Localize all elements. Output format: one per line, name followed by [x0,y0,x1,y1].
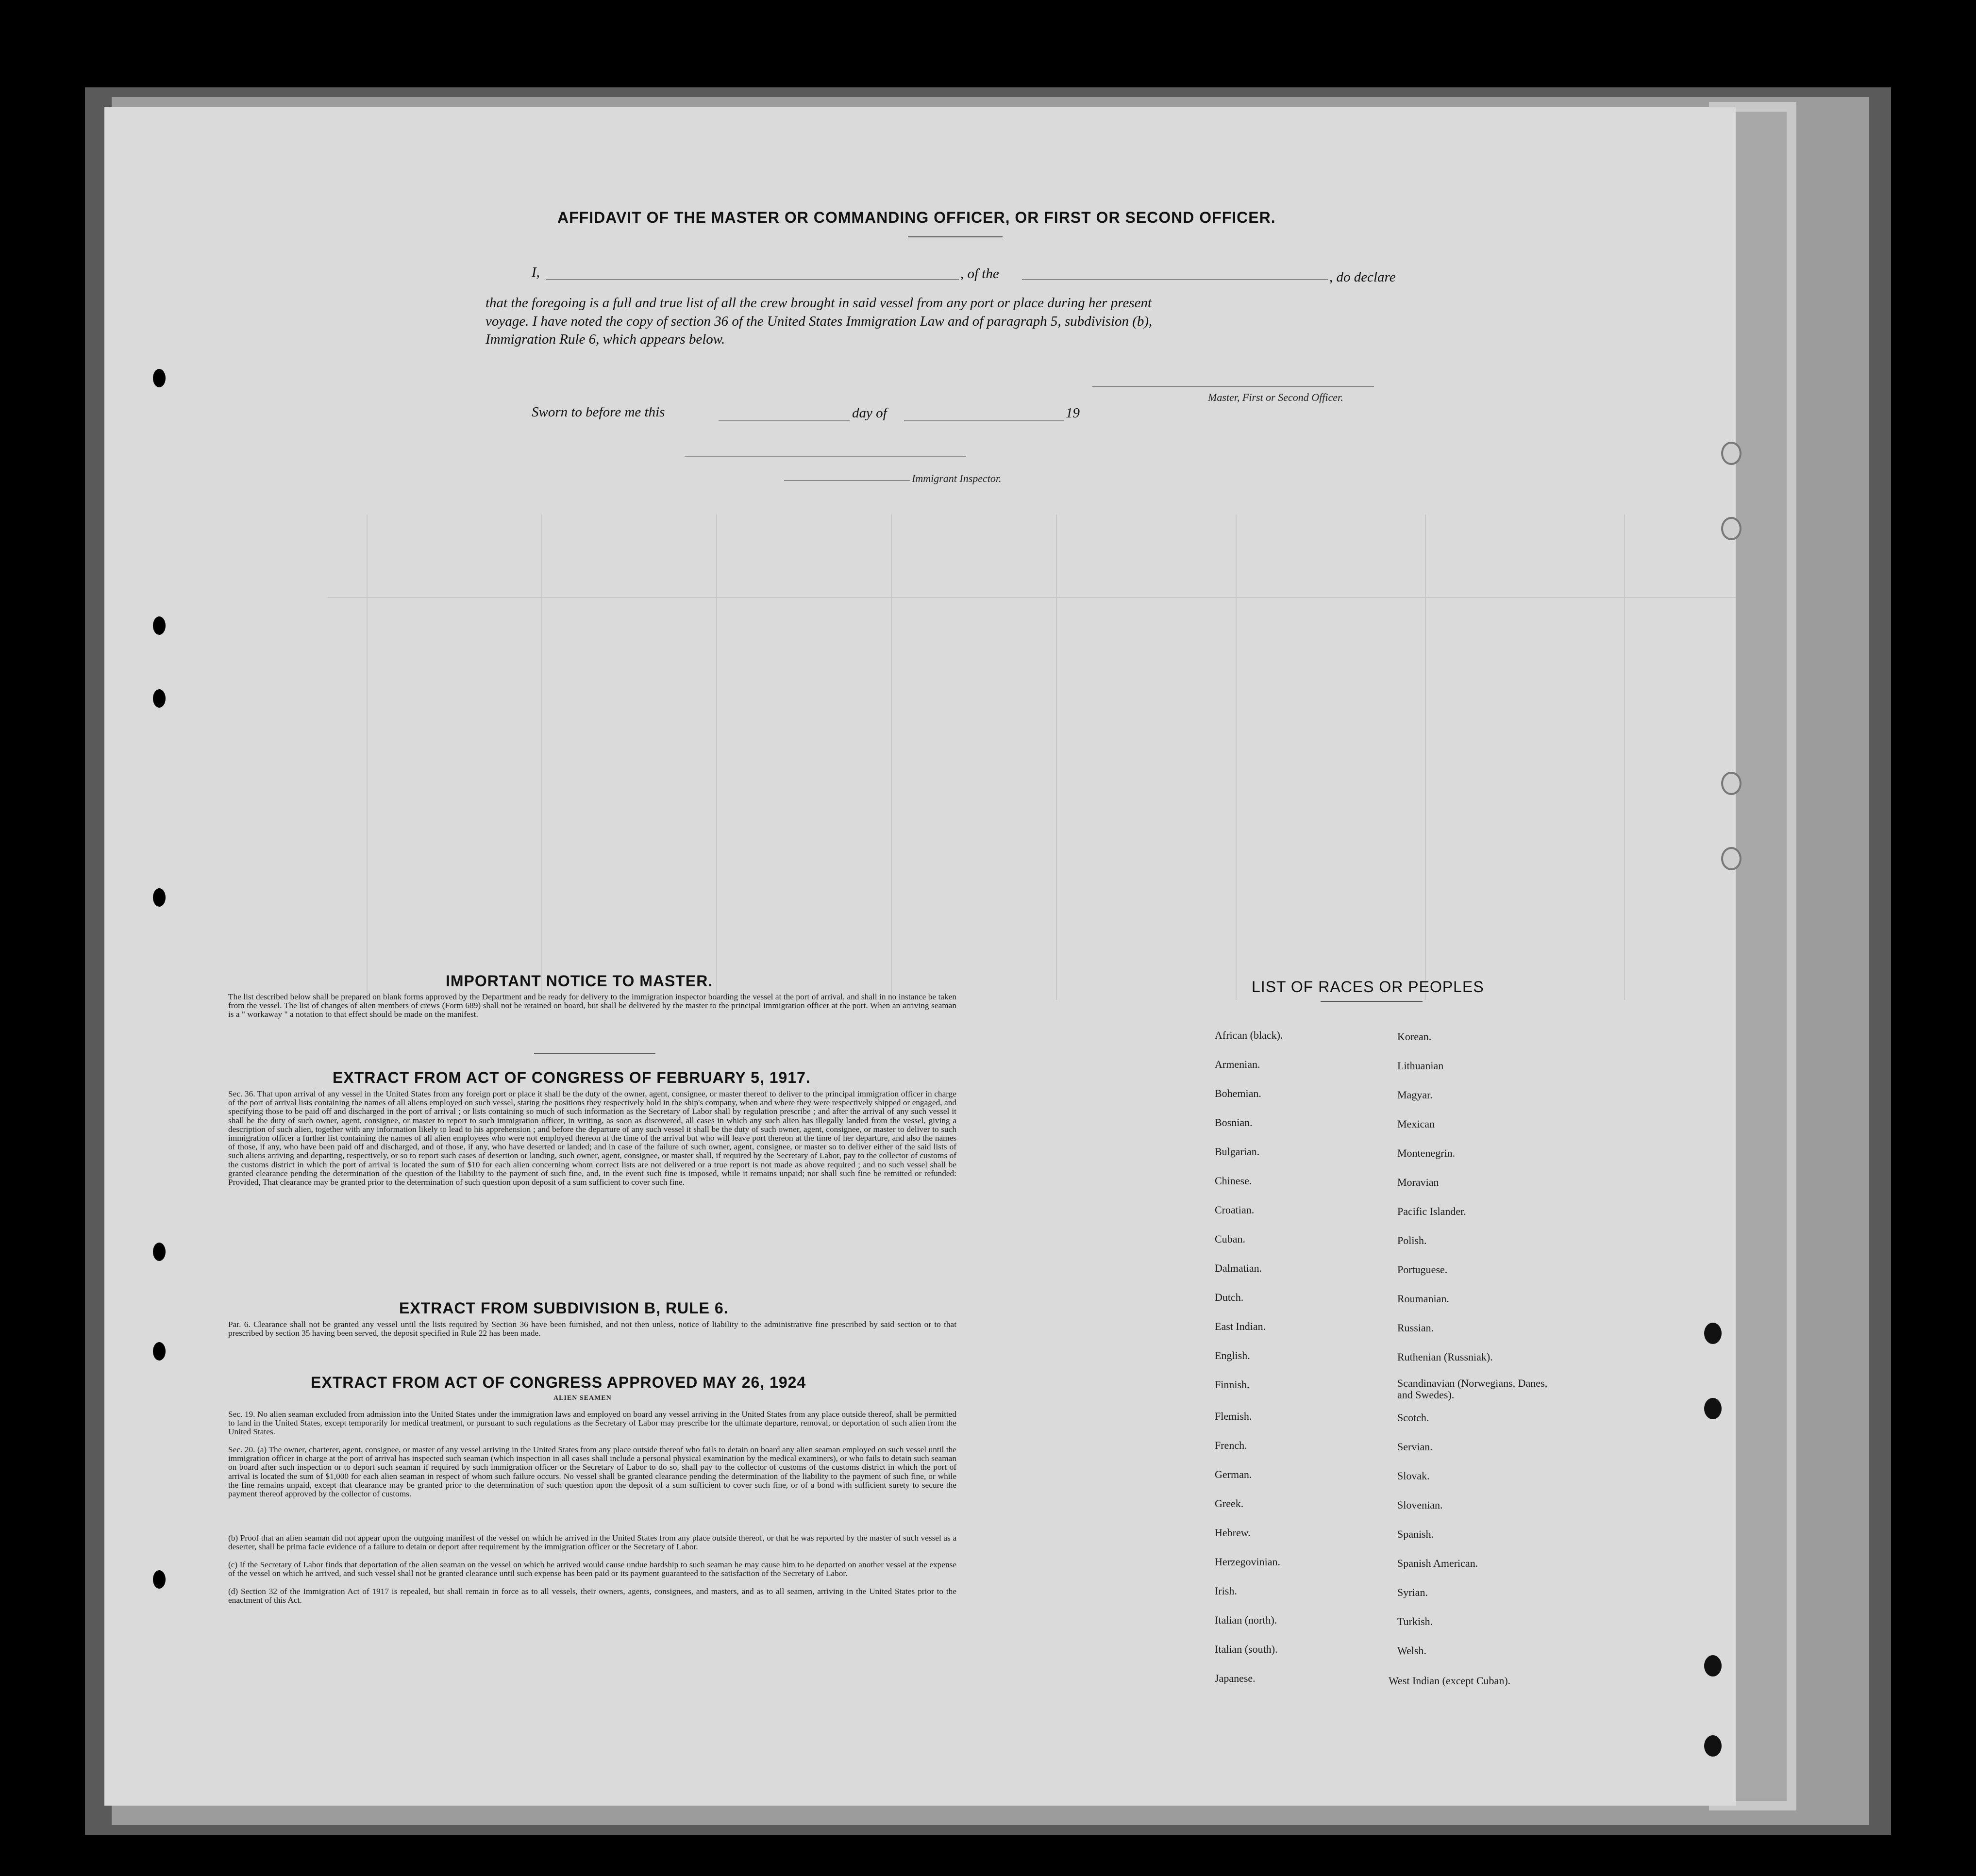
bleed-through-line [891,515,892,1000]
race-left-item: Bohemian. [1215,1087,1261,1099]
bleed-through-line [1624,515,1625,1000]
extract-1917-body: Sec. 36. That upon arrival of any vessel in the United States from any foreign port or place it shall be the duty of the owner, agent, consignee, or master thereof to deliver to the principal immigration officer in charge of the port of arrival lists containing the names of all aliens employed on such vessel, stating the positions they respectively hold in the ship's company, when and where they were respectively shipped or engaged, and specifying those to be paid off and discharged in the port of arrival ; or lists containing so much of such information as the Secretary of Labor shall by regulation prescribe ; and after the arrival of any such vessel it shall be the duty of such owner, agent, consignee, or master to report to such immigration officer, in writing, as soon as discovered, all cases in which any such alien has illegally landed from the vessel, giving a description of such alien, together with any information likely to lead to his apprehension ; and before the departure of any such vessel it shall be the duty of such owner, agent, consignee, or master to deliver to such immigration officer a further list containing the names of all alien employees who were not employed thereon at the time of the arrival but who will leave port thereon at the time of her departure, and also the names of those, if any, who have been paid off and discharged, and of those, if any, who have deserted or landed; and in case of the failure of such owner, agent, consignee, or master so to deliver either of the said lists of such aliens arriving and departing, respectively, or so to report such cases of desertion or landing, such owner, agent, consignee, or master shall, if required by the Secretary of Labor, pay to the collector of customs of the customs district in which the port of arrival is located the sum of $10 for each alien concerning whom correct lists are not delivered or a true report is not made as above required ; and no such vessel shall be granted clearance pending the determination of the question of the liability to the payment of such fine, and, in the event such fine is imposed, while it remains unpaid; nor shall such fine be remitted or refunded: Provided, That clearance may be granted prior to the determination of such question upon deposit of a sum sufficient to cover such fine. [228,1089,956,1187]
extract-1917-title: EXTRACT FROM ACT OF CONGRESS OF FEBRUARY 5, 1917. [333,1069,811,1086]
race-left-item: Italian (north). [1215,1614,1277,1626]
races-title: LIST OF RACES OR PEOPLES [1252,978,1484,996]
affidavit-line-3: voyage. I have noted the copy of section 36 of the United States Immigration Law and of paragraph 5, subdivision (b), [486,314,1153,329]
race-left-item: Flemish. [1215,1410,1252,1422]
vessel-blank-line[interactable] [1022,279,1328,280]
race-right-item: Mexican [1397,1118,1435,1130]
punch-hole [1704,1398,1722,1419]
race-left-item: Herzegovinian. [1215,1556,1280,1568]
day-of-text: day of [852,405,887,421]
race-left-item: Hebrew. [1215,1527,1251,1539]
race-left-item: Irish. [1215,1585,1237,1597]
extract-1924-sec20c: (c) If the Secretary of Labor finds that deportation of the alien seaman on the vessel on which he arrived would cause undue hardship to such seaman he may cause him to be deported on another vessel at the expense of the vessel on which he arrived, and such vessel shall not be granted clearance until such expense has been paid or its payment guaranteed to the satisfaction of the Secretary of Labor. [228,1560,956,1578]
race-left-item: Greek. [1215,1497,1244,1510]
race-left-item: African (black). [1215,1029,1283,1041]
sworn-text: Sworn to before me this [532,404,665,420]
punch-hole [1721,772,1742,795]
affidavit-line-4: Immigration Rule 6, which appears below. [486,332,725,347]
race-right-item: Pacific Islander. [1397,1205,1466,1217]
affidavit-line-2: that the foregoing is a full and true list of all the crew brought in said vessel from any port or place during her present [486,295,1152,311]
race-right-item: Montenegrin. [1397,1147,1456,1159]
race-left-item: Japanese. [1215,1672,1256,1684]
punch-hole [153,689,166,708]
notice-body: The list described below shall be prepared on blank forms approved by the Department and be ready for delivery to the immigration inspector boarding the vessel at the port of arrival, and shall in no instance be taken from the vessel. The list of changes of alien members of crews (Form 689) shall not be retained on board, but shall be delivered by the master to the principal immigration officer at the port. When an arriving seaman is a " workaway " a notation to that effect should be made on the manifest. [228,992,956,1019]
punch-hole [1721,517,1742,540]
name-blank-line[interactable] [546,279,959,280]
race-right-item: Turkish. [1397,1615,1433,1627]
race-left-item: Armenian. [1215,1058,1260,1070]
punch-hole [1704,1323,1722,1344]
punch-hole [153,369,166,387]
extract-1924-title: EXTRACT FROM ACT OF CONGRESS APPROVED MAY 26, 1924 [311,1374,806,1391]
month-blank-line[interactable] [904,420,1064,421]
affidavit-title: AFFIDAVIT OF THE MASTER OR COMMANDING OFFICER, OR FIRST OR SECOND OFFICER. [557,209,1276,226]
race-right-item: Slovak. [1397,1470,1430,1482]
race-left-item: Bosnian. [1215,1116,1253,1129]
bleed-through-line [716,515,717,1000]
race-right-item: Scandinavian (Norwegians, Danes, and Swedes). [1397,1377,1548,1401]
race-left-item: Chinese. [1215,1175,1252,1187]
punch-hole [1704,1655,1722,1677]
bleed-through-line [1236,515,1237,1000]
race-left-item: Finnish. [1215,1378,1250,1391]
affidavit-of-the: , of the [960,266,999,282]
punch-hole [153,888,166,907]
affidavit-do-declare: , do declare [1329,269,1396,285]
affidavit-i: I, [532,265,540,280]
race-left-item: Italian (south). [1215,1643,1278,1655]
day-blank-line[interactable] [719,420,850,421]
race-right-item: West Indian (except Cuban). [1389,1675,1511,1687]
race-left-item: Dutch. [1215,1291,1244,1303]
extract-1924-sec20d: (d) Section 32 of the Immigration Act of 1917 is repealed, but shall remain in force as to all vessels, their owners, agents, consignees, and masters, and as to all seamen, arriving in the United States prior to the enactment of this Act. [228,1587,956,1605]
extract-1924-sec20a: Sec. 20. (a) The owner, charterer, agent, consignee, or master of any vessel arriving in the United States from any place outside thereof who fails to detain on board any alien seaman employed on such vessel until the immigration officer in charge at the port of arrival has inspected such seaman (which inspection in all cases shall include a personal physical examination by the medical examiners), or who fails to detain such seaman on board after such inspection or to deport such seaman if required by such immigration officer or the Secretary of Labor to do so, shall pay to the collector of customs of the customs district in which the port of arrival is located the sum of $1,000 for each alien seaman in respect of whom such failure occurs. No vessel shall be granted clearance pending the determination of the liability to the payment of such fine, or while the fine remains unpaid, except that clearance may be granted prior to the determination of such question upon the deposit of a sum sufficient to cover such fine, or of a bond with sufficient surety to secure the payment thereof approved by the collector of customs. [228,1445,956,1499]
bleed-through-line [328,597,1736,598]
punch-hole [153,1243,166,1261]
signature-line[interactable] [1092,386,1374,387]
punch-hole [1704,1735,1722,1757]
master-caption: Master, First or Second Officer. [1208,391,1343,403]
punch-hole [1721,847,1742,870]
race-left-item: English. [1215,1349,1250,1361]
race-right-item: Slovenian. [1397,1499,1443,1511]
punch-hole [153,1570,166,1589]
year-prefix: 19 [1066,405,1080,421]
notice-title: IMPORTANT NOTICE TO MASTER. [446,972,713,990]
race-right-item: Portuguese. [1397,1263,1448,1276]
race-right-item: Magyar. [1397,1089,1433,1101]
race-right-item: Syrian. [1397,1586,1428,1598]
bleed-through-line [367,515,368,1000]
race-right-item: Spanish. [1397,1528,1434,1540]
race-right-item: Servian. [1397,1441,1433,1453]
race-left-item: Croatian. [1215,1204,1255,1216]
race-right-item: Roumanian. [1397,1293,1449,1305]
race-left-item: Cuban. [1215,1233,1245,1245]
punch-hole [153,1342,166,1361]
bleed-through-line [1425,515,1426,1000]
race-right-item: Russian. [1397,1322,1434,1334]
punch-hole [153,616,166,635]
race-right-item: Korean. [1397,1030,1432,1043]
extract-rule6-title: EXTRACT FROM SUBDIVISION B, RULE 6. [399,1299,729,1317]
race-right-item: Ruthenian (Russniak). [1397,1351,1493,1363]
extract-1924-sec19: Sec. 19. No alien seaman excluded from admission into the United States under the immigration laws and employed on board any vessel arriving in the United States from any place outside thereof, shall be permitted to land in the United States, except temporarily for medical treatment, or pursuant to such regulations as the Secretary of Labor may prescribe for the ultimate departure, removal, or deportation of such alien from the United States. [228,1410,956,1437]
bleed-through-line [541,515,542,1000]
race-left-item: Dalmatian. [1215,1262,1262,1274]
race-right-item: Welsh. [1397,1644,1426,1657]
race-right-item: Moravian [1397,1176,1439,1188]
race-right-item: Polish. [1397,1234,1427,1246]
race-left-item: Bulgarian. [1215,1146,1260,1158]
divider [534,1053,655,1054]
race-right-item: Scotch. [1397,1411,1429,1424]
punch-hole [1721,442,1742,465]
inspector-caption: Immigrant Inspector. [912,472,1002,484]
divider [908,236,1003,237]
race-left-item: German. [1215,1468,1252,1480]
divider [1321,1001,1423,1002]
back-sheet-edge [1728,112,1787,1801]
race-left-item: East Indian. [1215,1320,1266,1332]
bleed-through-line [1056,515,1057,1000]
inspector-line [784,480,910,481]
extract-1924-subtitle: ALIEN SEAMEN [553,1395,612,1402]
race-left-item: French. [1215,1439,1247,1451]
race-right-item: Spanish American. [1397,1557,1478,1569]
extract-1924-sec20b: (b) Proof that an alien seaman did not appear upon the outgoing manifest of the vessel on which he arrived in the United States from any place outside thereof, or that he was reported by the master of such vessel as a deserter, shall be prima facie evidence of a failure to detain or deport after requirement by the immigration officer or the Secretary of Labor. [228,1533,956,1552]
race-right-item: Lithuanian [1397,1060,1444,1072]
inspector-signature-line[interactable] [685,456,966,457]
extract-rule6-body: Par. 6. Clearance shall not be granted any vessel until the lists required by Section 36 have been furnished, and not then unless, notice of liability to the administrative fine prescribed by said section or to that prescribed by section 35 having been served, the deposit specified in Rule 22 has been made. [228,1320,956,1338]
